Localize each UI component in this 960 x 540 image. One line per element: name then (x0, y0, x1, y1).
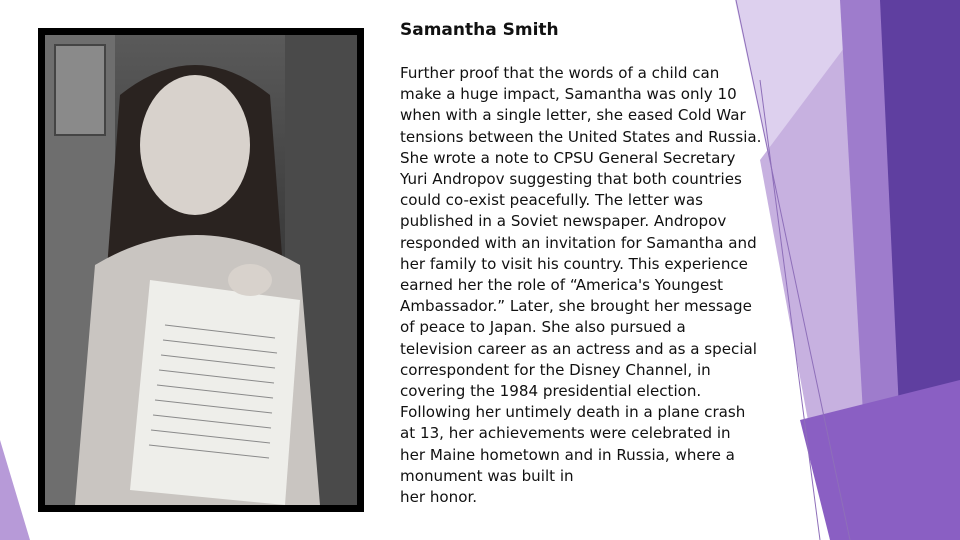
body-line: when with a single letter, she eased Cold War (400, 106, 746, 125)
photo-letter (130, 280, 300, 505)
body-line: responded with an invitation for Samantha and (400, 233, 757, 252)
body-line: her honor. (400, 488, 478, 507)
photo-girl-holding-letter (45, 35, 357, 505)
body-line: could co-exist peacefully. The letter was (400, 191, 703, 210)
body-line: monument was built in (400, 466, 574, 485)
slide-body-text (400, 63, 810, 508)
slide-title: Samantha Smith (400, 20, 559, 40)
photo-illustration (45, 35, 357, 505)
body-line: television career as an actress and as a special (400, 339, 757, 358)
body-line: earned her the role of “America's Youngest (400, 276, 724, 295)
body-line: Yuri Andropov suggesting that both countries (400, 170, 742, 189)
body-line: published in a Soviet newspaper. Andropov (400, 212, 727, 231)
photo-cabinet (55, 45, 105, 135)
photo-face (140, 75, 250, 215)
photo-hand (228, 264, 272, 296)
body-line: make a huge impact, Samantha was only 10 (400, 85, 737, 104)
photo-frame (38, 28, 364, 512)
body-line: correspondent for the Disney Channel, in (400, 360, 711, 379)
body-line: tensions between the United States and Russia. (400, 127, 762, 146)
body-line: at 13, her achievements were celebrated in (400, 424, 731, 443)
body-line: Further proof that the words of a child can (400, 64, 720, 82)
body-line: She wrote a note to CPSU General Secretary (400, 148, 736, 167)
body-line: her Maine hometown and in Russia, where a (400, 445, 735, 464)
body-line: of peace to Japan. She also pursued a (400, 318, 686, 337)
deco-shape-left-corner (0, 440, 30, 540)
body-line: her family to visit his country. This experience (400, 254, 748, 273)
body-line: covering the 1984 presidential election. (400, 382, 702, 401)
body-line: Ambassador.” Later, she brought her message (400, 297, 752, 316)
body-line: Following her untimely death in a plane crash (400, 403, 746, 422)
